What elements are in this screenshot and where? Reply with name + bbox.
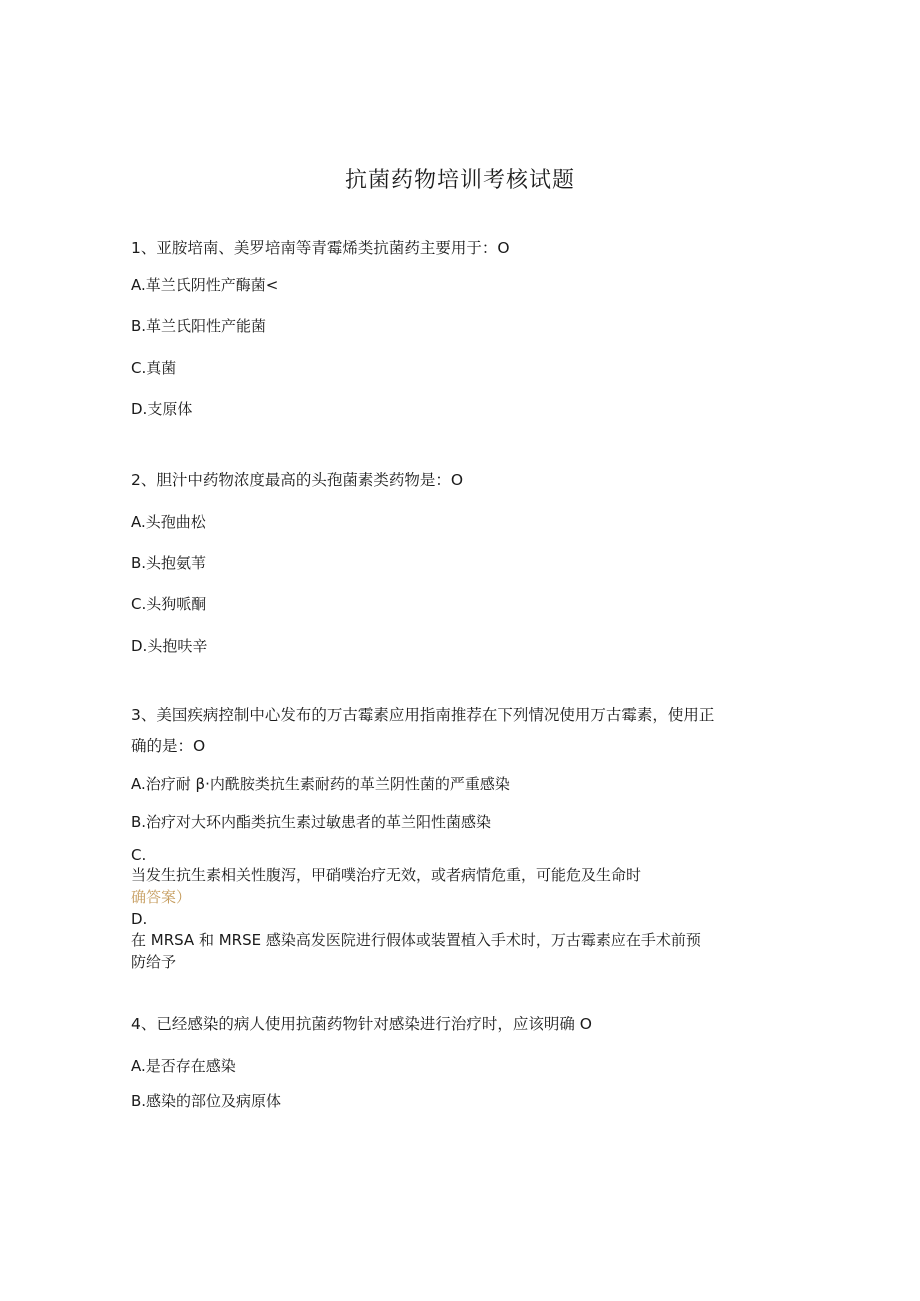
- question-3-answer-note: 确答案）: [131, 888, 192, 906]
- question-3-option-d-letter: D.: [131, 910, 148, 928]
- question-4-stem: 4、已经感染的病人使用抗菌药物针对感染进行治疗时，应该明确 O: [131, 1015, 592, 1033]
- question-1-option-b: B.革兰氏阳性产能菌: [131, 317, 267, 335]
- question-3-option-d-text-line-2: 防给予: [131, 953, 177, 971]
- question-2-option-d: D.头抱呋辛: [131, 637, 208, 655]
- question-1-option-a: A.革兰氏阴性产酶菌<: [131, 276, 279, 294]
- question-3-option-c-letter: C.: [131, 846, 147, 864]
- question-1-stem: 1、亚胺培南、美罗培南等青霉烯类抗菌药主要用于：O: [131, 239, 510, 257]
- question-3-option-b: B.治疗对大环内酯类抗生素过敏患者的革兰阳性菌感染: [131, 813, 492, 831]
- question-1-option-d: D.支原体: [131, 400, 193, 418]
- question-4-option-a: A.是否存在感染: [131, 1057, 236, 1075]
- question-2-option-a: A.头孢曲松: [131, 513, 206, 531]
- question-2-option-b: B.头抱氨苇: [131, 554, 207, 572]
- question-3-option-a: A.治疗耐 β·内酰胺类抗生素耐药的革兰阴性菌的严重感染: [131, 775, 510, 793]
- question-3-stem-line-1: 3、美国疾病控制中心发布的万古霉素应用指南推荐在下列情况使用万古霉素，使用正: [131, 706, 715, 724]
- question-3-option-c-text: 当发生抗生素相关性腹泻，甲硝噗治疗无效，或者病情危重，可能危及生命时: [131, 866, 642, 884]
- question-3-stem-line-2: 确的是：O: [131, 737, 206, 755]
- question-2-stem: 2、胆汁中药物浓度最高的头孢菌素类药物是：O: [131, 471, 464, 489]
- question-4-option-b: B.感染的部位及病原体: [131, 1092, 282, 1110]
- question-1-option-c: C.真菌: [131, 359, 177, 377]
- question-2-option-c: C.头狗哌酮: [131, 595, 207, 613]
- page-title: 抗菌药物培训考核试题: [344, 168, 575, 193]
- question-3-option-d-text-line-1: 在 MRSA 和 MRSE 感染高发医院进行假体或装置植入手术时，万古霉素应在手术前预: [131, 931, 701, 949]
